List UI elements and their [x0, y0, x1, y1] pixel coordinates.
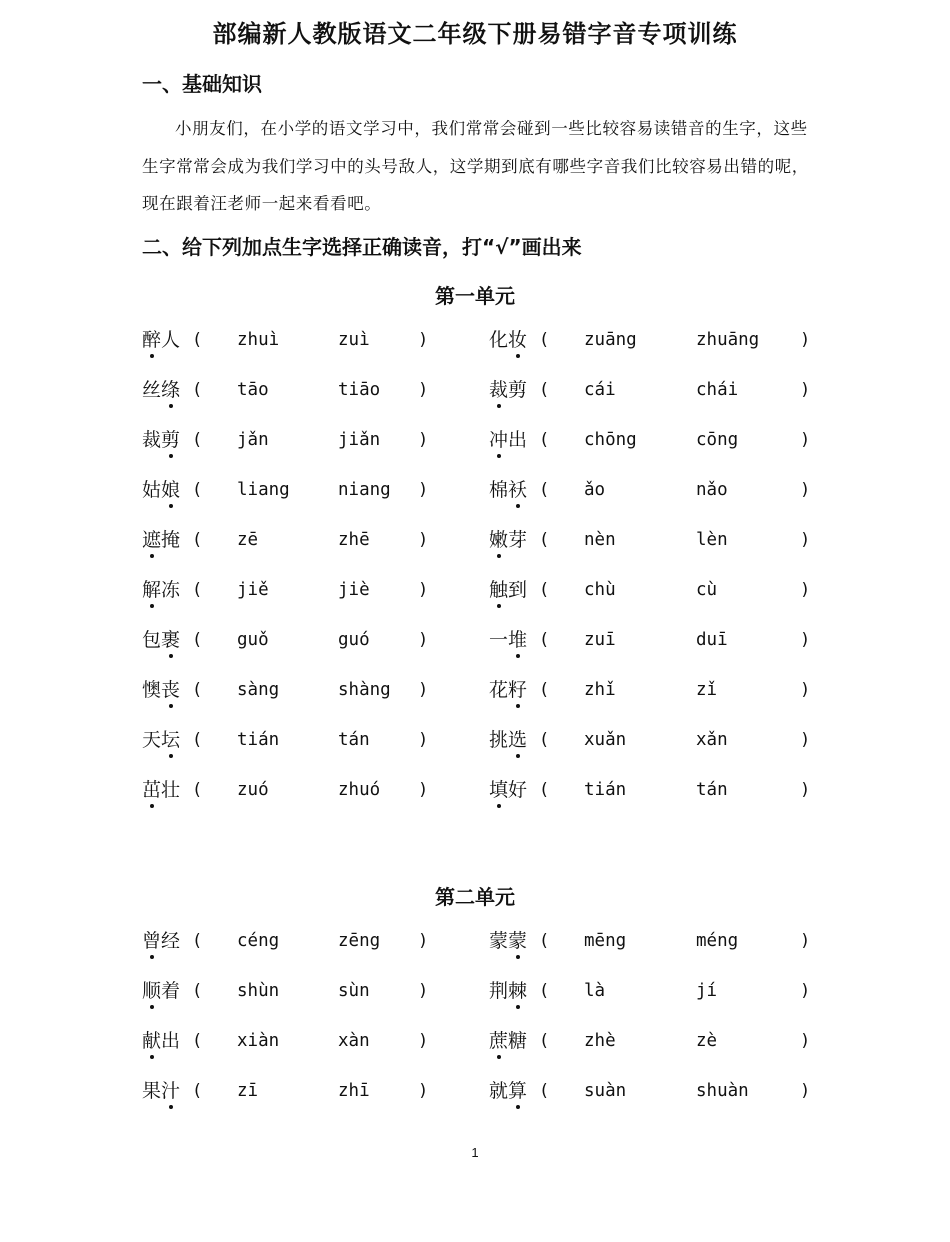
dotted-character: 袄 [508, 476, 527, 504]
question-word [142, 326, 180, 354]
question-word [142, 476, 180, 504]
open-paren: ( [192, 630, 203, 650]
pinyin-option-a[interactable]: suàn [584, 1081, 627, 1101]
word-character: 荆 [489, 980, 509, 1002]
dotted-character: 丧 [161, 676, 180, 704]
question-word [142, 626, 180, 654]
word-character: 经 [161, 930, 181, 952]
pinyin-question [489, 426, 814, 454]
open-paren: ( [539, 630, 550, 650]
word-character: 蒙 [489, 930, 509, 952]
question-word [142, 576, 180, 604]
open-paren: ( [192, 931, 203, 951]
question-word [142, 1027, 180, 1055]
pinyin-question [142, 726, 432, 754]
word-character: 花 [489, 679, 509, 701]
open-paren: ( [539, 380, 550, 400]
close-paren: ) [800, 780, 811, 800]
pinyin-option-a[interactable]: cái [584, 380, 616, 400]
pinyin-option-a[interactable]: zuī [584, 630, 616, 650]
pinyin-option-b[interactable]: tán [696, 780, 728, 800]
dotted-character: 遮 [142, 526, 161, 554]
question-word [489, 776, 527, 804]
pinyin-option-a[interactable]: zhuì [237, 330, 280, 350]
pinyin-option-a[interactable]: xuǎn [584, 730, 627, 750]
pinyin-question [489, 376, 814, 404]
pinyin-option-b[interactable]: xǎn [696, 730, 728, 750]
open-paren: ( [539, 780, 550, 800]
close-paren: ) [800, 1081, 811, 1101]
close-paren: ) [418, 1081, 429, 1101]
close-paren: ) [800, 580, 811, 600]
dotted-character: 剪 [161, 426, 180, 454]
question-word [489, 977, 527, 1005]
pinyin-option-a[interactable]: zhǐ [584, 680, 616, 700]
pinyin-option-b[interactable]: zēng [338, 931, 381, 951]
word-character: 天 [142, 729, 162, 751]
question-word [489, 927, 527, 955]
word-character: 人 [161, 329, 181, 351]
dotted-character: 曾 [142, 927, 161, 955]
pinyin-option-a[interactable]: chù [584, 580, 616, 600]
word-character: 懊 [142, 679, 162, 701]
pinyin-option-b[interactable]: cù [696, 580, 718, 600]
pinyin-option-b[interactable]: chái [696, 380, 739, 400]
close-paren: ) [418, 380, 429, 400]
close-paren: ) [800, 730, 811, 750]
pinyin-option-b[interactable]: duī [696, 630, 728, 650]
pinyin-option-b[interactable]: zhuó [338, 780, 381, 800]
pinyin-option-a[interactable]: shùn [237, 981, 280, 1001]
pinyin-question [489, 526, 814, 554]
word-character: 糖 [508, 1030, 528, 1052]
close-paren: ) [418, 780, 429, 800]
pinyin-option-b[interactable]: zhuāng [696, 330, 760, 350]
pinyin-option-b[interactable]: guó [338, 630, 370, 650]
pinyin-question [489, 476, 814, 504]
open-paren: ( [192, 430, 203, 450]
pinyin-question [489, 1027, 814, 1055]
close-paren: ) [800, 1031, 811, 1051]
dotted-character: 裹 [161, 626, 180, 654]
pinyin-option-b[interactable]: tiāo [338, 380, 381, 400]
question-word [489, 1077, 527, 1105]
dotted-character: 触 [489, 576, 508, 604]
close-paren: ) [418, 680, 429, 700]
close-paren: ) [800, 330, 811, 350]
dotted-character: 绦 [161, 376, 180, 404]
pinyin-option-a[interactable]: tián [237, 730, 280, 750]
open-paren: ( [192, 330, 203, 350]
word-character: 姑 [142, 479, 162, 501]
question-word [489, 676, 527, 704]
dotted-character: 嫩 [489, 526, 508, 554]
open-paren: ( [539, 931, 550, 951]
open-paren: ( [539, 330, 550, 350]
open-paren: ( [539, 730, 550, 750]
open-paren: ( [539, 680, 550, 700]
pinyin-option-a[interactable]: zī [237, 1081, 259, 1101]
pinyin-question [142, 927, 432, 955]
pinyin-option-a[interactable]: sàng [237, 680, 280, 700]
question-word [489, 526, 527, 554]
question-word [142, 676, 180, 704]
close-paren: ) [418, 430, 429, 450]
pinyin-option-a[interactable]: mēng [584, 931, 627, 951]
question-word [142, 776, 180, 804]
word-character: 丝 [142, 379, 162, 401]
pinyin-option-b[interactable]: zhī [338, 1081, 370, 1101]
pinyin-option-b[interactable]: jiè [338, 580, 370, 600]
close-paren: ) [418, 981, 429, 1001]
pinyin-question [489, 326, 814, 354]
open-paren: ( [192, 380, 203, 400]
word-character: 芽 [508, 529, 528, 551]
dotted-character: 汁 [161, 1077, 180, 1105]
dotted-character: 选 [508, 726, 527, 754]
dotted-character: 冲 [489, 426, 508, 454]
close-paren: ) [418, 931, 429, 951]
word-character: 就 [489, 1080, 509, 1102]
pinyin-question [142, 1077, 432, 1105]
pinyin-option-a[interactable]: tāo [237, 380, 269, 400]
dotted-character: 醉 [142, 326, 161, 354]
page-title: 部编新人教版语文二年级下册易错字音专项训练 [212, 20, 738, 48]
word-character: 着 [161, 980, 181, 1002]
question-word [489, 376, 527, 404]
pinyin-option-a[interactable]: guǒ [237, 630, 269, 650]
close-paren: ) [800, 630, 811, 650]
pinyin-question [142, 776, 432, 804]
close-paren: ) [418, 580, 429, 600]
dotted-character: 妆 [508, 326, 527, 354]
word-character: 到 [508, 579, 528, 601]
pinyin-option-a[interactable]: zhè [584, 1031, 616, 1051]
question-word [489, 426, 527, 454]
pinyin-option-a[interactable]: zē [237, 530, 259, 550]
word-character: 果 [142, 1080, 162, 1102]
dotted-character: 坛 [161, 726, 180, 754]
word-character: 壮 [161, 779, 181, 801]
close-paren: ) [800, 931, 811, 951]
intro-paragraph: 小朋友们，在小学的语文学习中，我们常常会碰到一些比较容易读错音的生字，这些生字常常会成为我们学习中的头号敌人，这学期到底有哪些字音我们比较容易出错的呢，现在跟着汪老师一起来看看吧。 [142, 119, 809, 213]
open-paren: ( [192, 780, 203, 800]
pinyin-question [489, 726, 814, 754]
question-word [489, 476, 527, 504]
pinyin-option-b[interactable]: zǐ [696, 680, 718, 700]
dotted-character: 解 [142, 576, 161, 604]
word-character: 棉 [489, 479, 509, 501]
close-paren: ) [800, 380, 811, 400]
pinyin-option-b[interactable]: méng [696, 931, 739, 951]
open-paren: ( [192, 981, 203, 1001]
dotted-character: 籽 [508, 676, 527, 704]
dotted-character: 蔗 [489, 1027, 508, 1055]
pinyin-question [489, 1077, 814, 1105]
word-character: 挑 [489, 729, 509, 751]
question-word [142, 376, 180, 404]
pinyin-question [142, 476, 432, 504]
pinyin-option-b[interactable]: shàng [338, 680, 391, 700]
question-word [489, 1027, 527, 1055]
open-paren: ( [192, 730, 203, 750]
pinyin-option-a[interactable]: zuó [237, 780, 269, 800]
question-word [489, 576, 527, 604]
pinyin-question [142, 626, 432, 654]
word-character: 包 [142, 629, 162, 651]
pinyin-question [489, 776, 814, 804]
pinyin-option-b[interactable]: zè [696, 1031, 718, 1051]
word-character: 剪 [508, 379, 528, 401]
pinyin-option-a[interactable]: céng [237, 931, 280, 951]
dotted-character: 填 [489, 776, 508, 804]
question-word [142, 1077, 180, 1105]
open-paren: ( [192, 580, 203, 600]
pinyin-question [142, 376, 432, 404]
pinyin-question [142, 526, 432, 554]
pinyin-option-b[interactable]: xàn [338, 1031, 370, 1051]
dotted-character: 娘 [161, 476, 180, 504]
close-paren: ) [800, 680, 811, 700]
question-word [142, 927, 180, 955]
open-paren: ( [539, 1031, 550, 1051]
pinyin-question [142, 426, 432, 454]
close-paren: ) [418, 1031, 429, 1051]
open-paren: ( [539, 1081, 550, 1101]
open-paren: ( [192, 480, 203, 500]
pinyin-question [489, 626, 814, 654]
pinyin-option-b[interactable]: zhē [338, 530, 370, 550]
close-paren: ) [800, 530, 811, 550]
pinyin-option-b[interactable]: lèn [696, 530, 728, 550]
open-paren: ( [192, 1031, 203, 1051]
pinyin-option-b[interactable]: cōng [696, 430, 739, 450]
dotted-character: 顺 [142, 977, 161, 1005]
word-character: 裁 [142, 429, 162, 451]
pinyin-option-a[interactable]: chōng [584, 430, 637, 450]
open-paren: ( [539, 580, 550, 600]
pinyin-question [142, 977, 432, 1005]
dotted-character: 献 [142, 1027, 161, 1055]
dotted-character: 算 [508, 1077, 527, 1105]
close-paren: ) [418, 480, 429, 500]
pinyin-option-a[interactable]: tián [584, 780, 627, 800]
pinyin-option-b[interactable]: niang [338, 480, 391, 500]
question-word [489, 326, 527, 354]
page-number: 1 [471, 1145, 479, 1160]
open-paren: ( [192, 1081, 203, 1101]
pinyin-option-b[interactable]: zuì [338, 330, 370, 350]
dotted-character: 茁 [142, 776, 161, 804]
close-paren: ) [418, 330, 429, 350]
pinyin-question [489, 927, 814, 955]
question-word [489, 626, 527, 654]
pinyin-option-a[interactable]: jiě [237, 580, 269, 600]
pinyin-option-b[interactable]: jiǎn [338, 430, 381, 450]
pinyin-option-b[interactable]: nǎo [696, 480, 728, 500]
section-1-heading: 一、基础知识 [142, 72, 262, 96]
open-paren: ( [192, 530, 203, 550]
close-paren: ) [418, 530, 429, 550]
pinyin-option-a[interactable]: liang [237, 480, 290, 500]
unit-title: 第一单元 [435, 284, 515, 308]
pinyin-option-a[interactable]: nèn [584, 530, 616, 550]
dotted-character: 蒙 [508, 927, 527, 955]
word-character: 一 [489, 629, 509, 651]
pinyin-question [489, 576, 814, 604]
dotted-character: 裁 [489, 376, 508, 404]
word-character: 冻 [161, 579, 181, 601]
pinyin-option-a[interactable]: là [584, 981, 606, 1001]
pinyin-question [489, 676, 814, 704]
open-paren: ( [539, 530, 550, 550]
dotted-character: 棘 [508, 977, 527, 1005]
pinyin-question [142, 1027, 432, 1055]
open-paren: ( [192, 680, 203, 700]
pinyin-option-a[interactable]: zuāng [584, 330, 637, 350]
close-paren: ) [800, 981, 811, 1001]
pinyin-option-b[interactable]: shuàn [696, 1081, 749, 1101]
close-paren: ) [800, 480, 811, 500]
pinyin-question [142, 576, 432, 604]
close-paren: ) [418, 630, 429, 650]
dotted-character: 堆 [508, 626, 527, 654]
word-character: 化 [489, 329, 509, 351]
open-paren: ( [539, 981, 550, 1001]
unit-title: 第二单元 [435, 885, 515, 909]
pinyin-option-b[interactable]: sùn [338, 981, 370, 1001]
question-word [142, 526, 180, 554]
open-paren: ( [539, 480, 550, 500]
question-word [489, 726, 527, 754]
pinyin-option-a[interactable]: xiàn [237, 1031, 280, 1051]
close-paren: ) [800, 430, 811, 450]
pinyin-question [489, 977, 814, 1005]
word-character: 出 [508, 429, 528, 451]
word-character: 出 [161, 1030, 181, 1052]
question-word [142, 726, 180, 754]
section-2-heading: 二、给下列加点生字选择正确读音，打“√”画出来 [142, 235, 582, 259]
close-paren: ) [418, 730, 429, 750]
pinyin-option-a[interactable]: jǎn [237, 430, 269, 450]
pinyin-option-a[interactable]: ǎo [584, 480, 606, 500]
pinyin-option-b[interactable]: jí [696, 981, 718, 1001]
pinyin-question [142, 676, 432, 704]
word-character: 掩 [161, 529, 181, 551]
open-paren: ( [539, 430, 550, 450]
word-character: 好 [508, 779, 528, 801]
pinyin-question [142, 326, 432, 354]
question-word [142, 426, 180, 454]
question-word [142, 977, 180, 1005]
pinyin-option-b[interactable]: tán [338, 730, 370, 750]
